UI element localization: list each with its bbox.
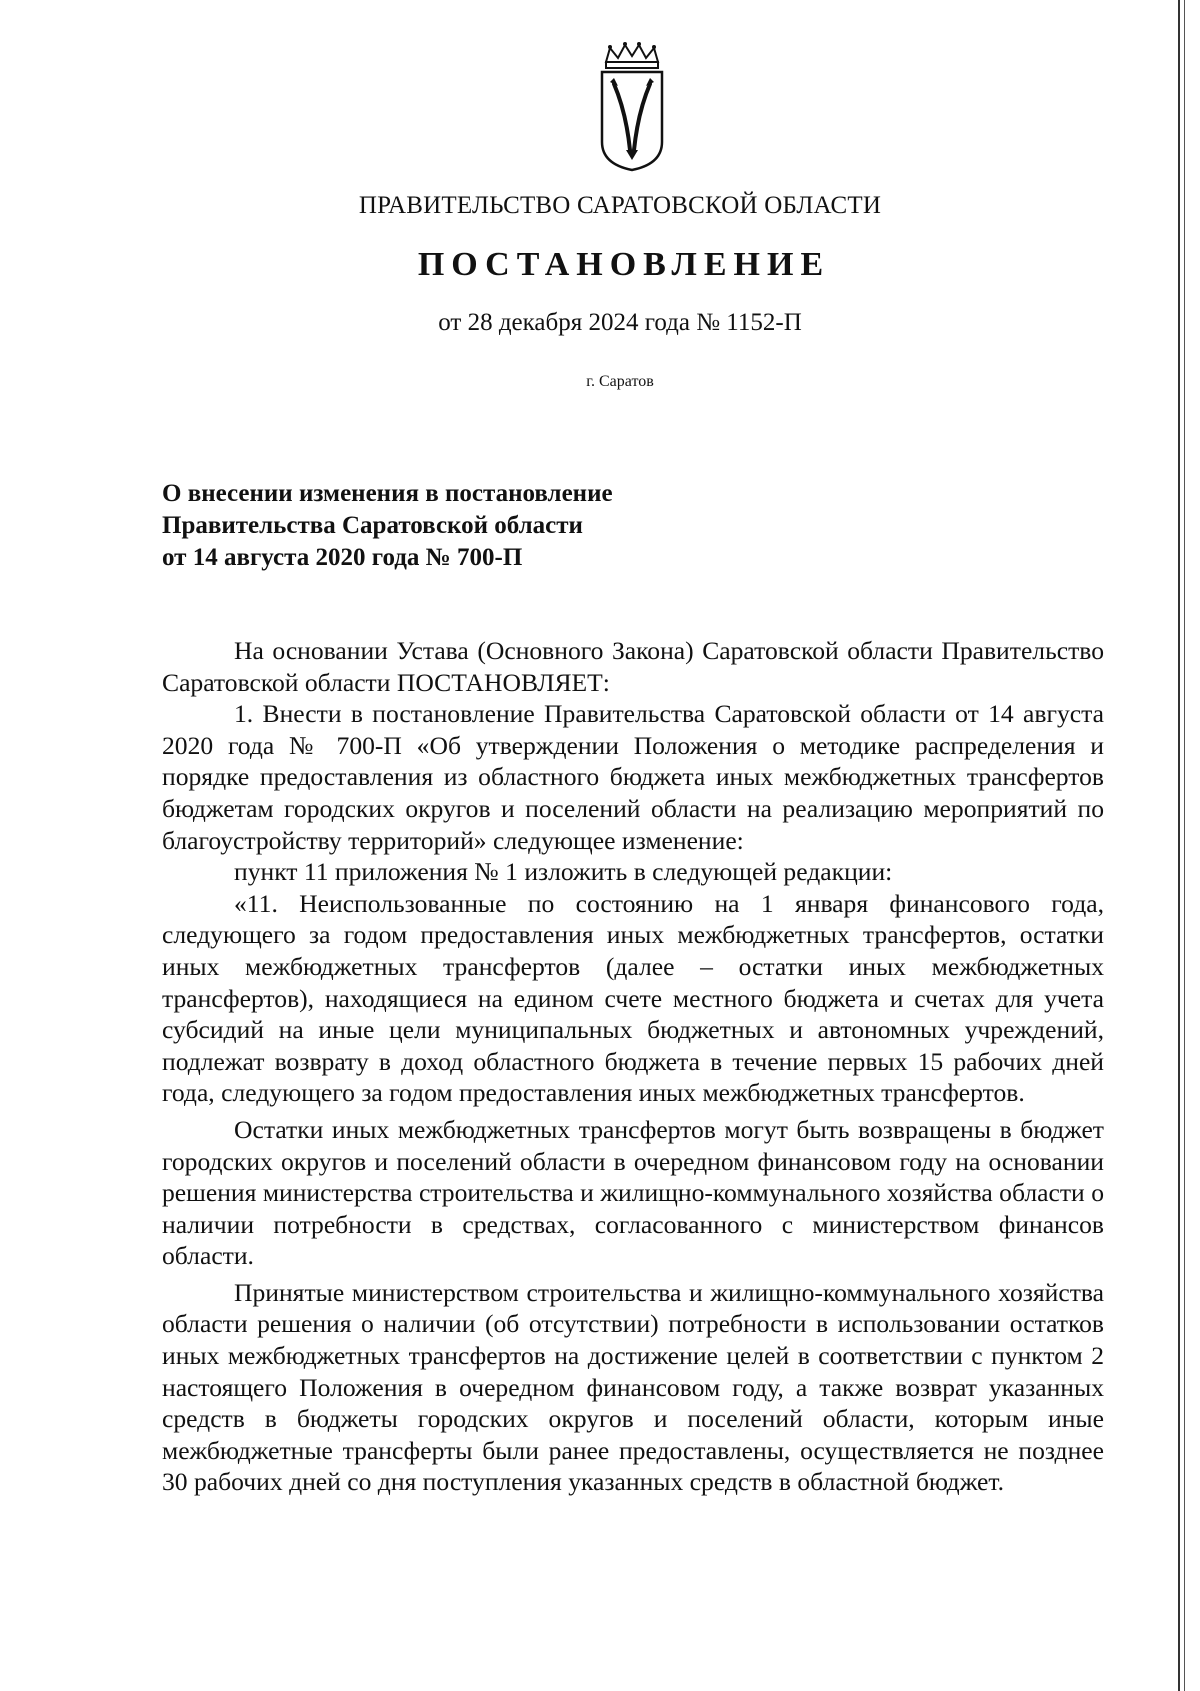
paragraph-preamble: На основании Устава (Основного Закона) Саратовской области Правительство Саратовской области ПОСТАНОВЛЯЕТ:: [162, 636, 1104, 697]
document-city: г. Саратов: [586, 373, 654, 390]
document-date-number: от 28 декабря 2024 года № 1152-П: [438, 309, 802, 336]
document-body: [162, 635, 1104, 1498]
organization-name: ПРАВИТЕЛЬСТВО САРАТОВСКОЙ ОБЛАСТИ: [358, 192, 882, 219]
title-line: от 14 августа 2020 года № 700-П: [162, 544, 523, 571]
paragraph-amendment-intro: пункт 11 приложения № 1 изложить в следующей редакции:: [234, 857, 893, 887]
paragraph-clause-11: «11. Неиспользованные по состоянию на 1 января финансового года, следующего за годом предоставления иных межбюджетных трансфертов, остатки иных межбюджетных трансфертов (далее – остатки иных межбюджетных трансфертов), находящиеся на едином счете местного бюджета и счетах для учета субсидий на иные цели муниципальных бюджетных и автономных учреждений, подлежат возврату в доход областного бюджета в течение первых 15 рабочих дней года, следующего за годом предоставления иных межбюджетных трансфертов.: [162, 888, 1104, 1108]
title-line: О внесении изменения в постановление: [162, 480, 613, 507]
document-type: ПОСТАНОВЛЕНИЕ: [417, 246, 831, 283]
saratov-coat-of-arms-icon: [596, 42, 668, 172]
paragraph-item-1: 1. Внести в постановление Правительства Саратовской области от 14 августа 2020 года № 700-П «Об утверждении Положения о методике распределения и порядке предоставления из областного бюджета иных межбюджетных трансфертов бюджетам городских округов и поселений области на реализацию мероприятий по благоустройству территорий» следующее изменение:: [162, 699, 1104, 855]
paragraph-decisions: Принятые министерством строительства и жилищно-коммунального хозяйства области решения о наличии (об отсутствии) потребности в использовании остатков иных межбюджетных трансфертов на достижение целей в соответствии с пунктом 2 настоящего Положения в очередном финансовом году, а также возврат указанных средств в бюджеты городских округов и поселений области, которым иные межбюджетные трансферты были ранее предоставлены, осуществляется не позднее 30 рабочих дней со дня поступления указанных средств в областной бюджет.: [162, 1277, 1104, 1497]
title-line: Правительства Саратовской области: [162, 512, 583, 539]
document-title: [162, 478, 862, 574]
paragraph-remainders-return: Остатки иных межбюджетных трансфертов могут быть возвращены в бюджет городских округов и поселений области в очередном финансовом году на основании решения министерства строительства и жилищно-коммунального хозяйства области о наличии потребности в средствах, согласованного с министерством финансов области.: [162, 1114, 1104, 1271]
